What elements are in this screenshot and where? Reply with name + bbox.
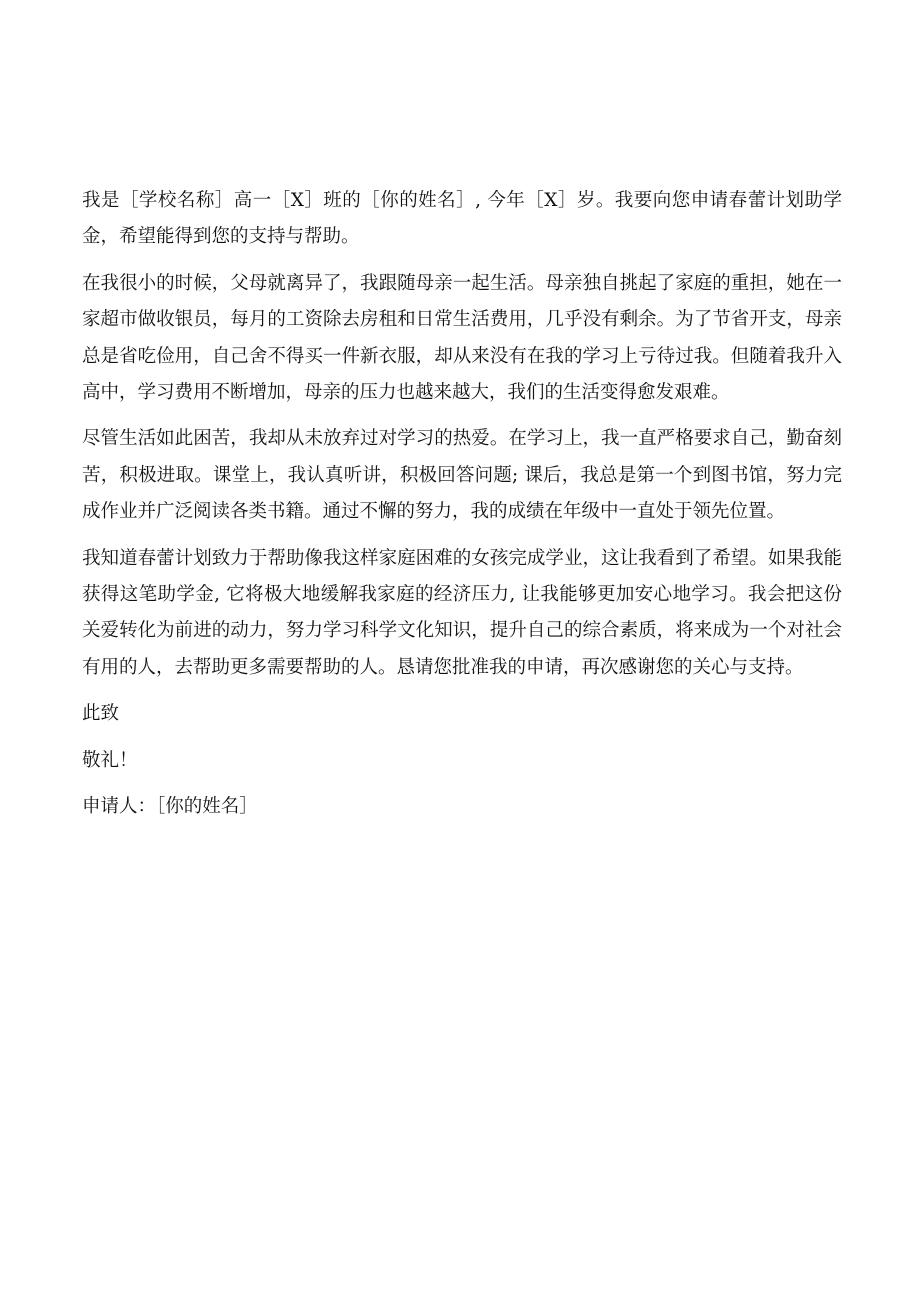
paragraph-request: 我知道春蕾计划致力于帮助像我这样家庭困难的女孩完成学业，这让我看到了希望。如果我能获得这笔助学金, 它将极大地缓解我家庭的经济压力, 让我能够更加安心地学习。我会把这份关爱转化为前进的动力，努力学习科学文化知识，提升自己的综合素质，将来成为一个对社会有用的人，去帮助更多需要帮助的人。恳请您批准我的申请，再次感谢您的关心与支持。: [82, 547, 842, 678]
letter-body: [82, 183, 842, 836]
paragraph-intro: 我是［学校名称］高一［X］班的［你的姓名］, 今年［X］岁。我要向您申请春蕾计划助学金，希望能得到您的支持与帮助。: [82, 190, 842, 248]
applicant-signature: 申请人：［你的姓名］: [82, 796, 258, 818]
closing-salutation: 此致: [82, 703, 120, 725]
paragraph-study-effort: 尽管生活如此困苦，我却从未放弃过对学习的热爱。在学习上，我一直严格要求自己，勤奋刻苦，积极进取。课堂上，我认真听讲，积极回答问题; 课后，我总是第一个到图书馆，努力完成作业并广泛阅读各类书籍。通过不懈的努力，我的成绩在年级中一直处于领先位置。: [82, 428, 842, 523]
paragraph-family-background: 在我很小的时候，父母就离异了，我跟随母亲一起生活。母亲独自挑起了家庭的重担，她在一家超市做收银员，每月的工资除去房租和日常生活费用，几乎没有剩余。为了节省开支，母亲总是省吃俭用，自己舍不得买一件新衣服，却从来没有在我的学习上亏待过我。但随着我升入高中，学习费用不断增加，母亲的压力也越来越大，我们的生活变得愈发艰难。: [82, 272, 842, 404]
closing-respect: 敬礼！: [82, 749, 138, 771]
